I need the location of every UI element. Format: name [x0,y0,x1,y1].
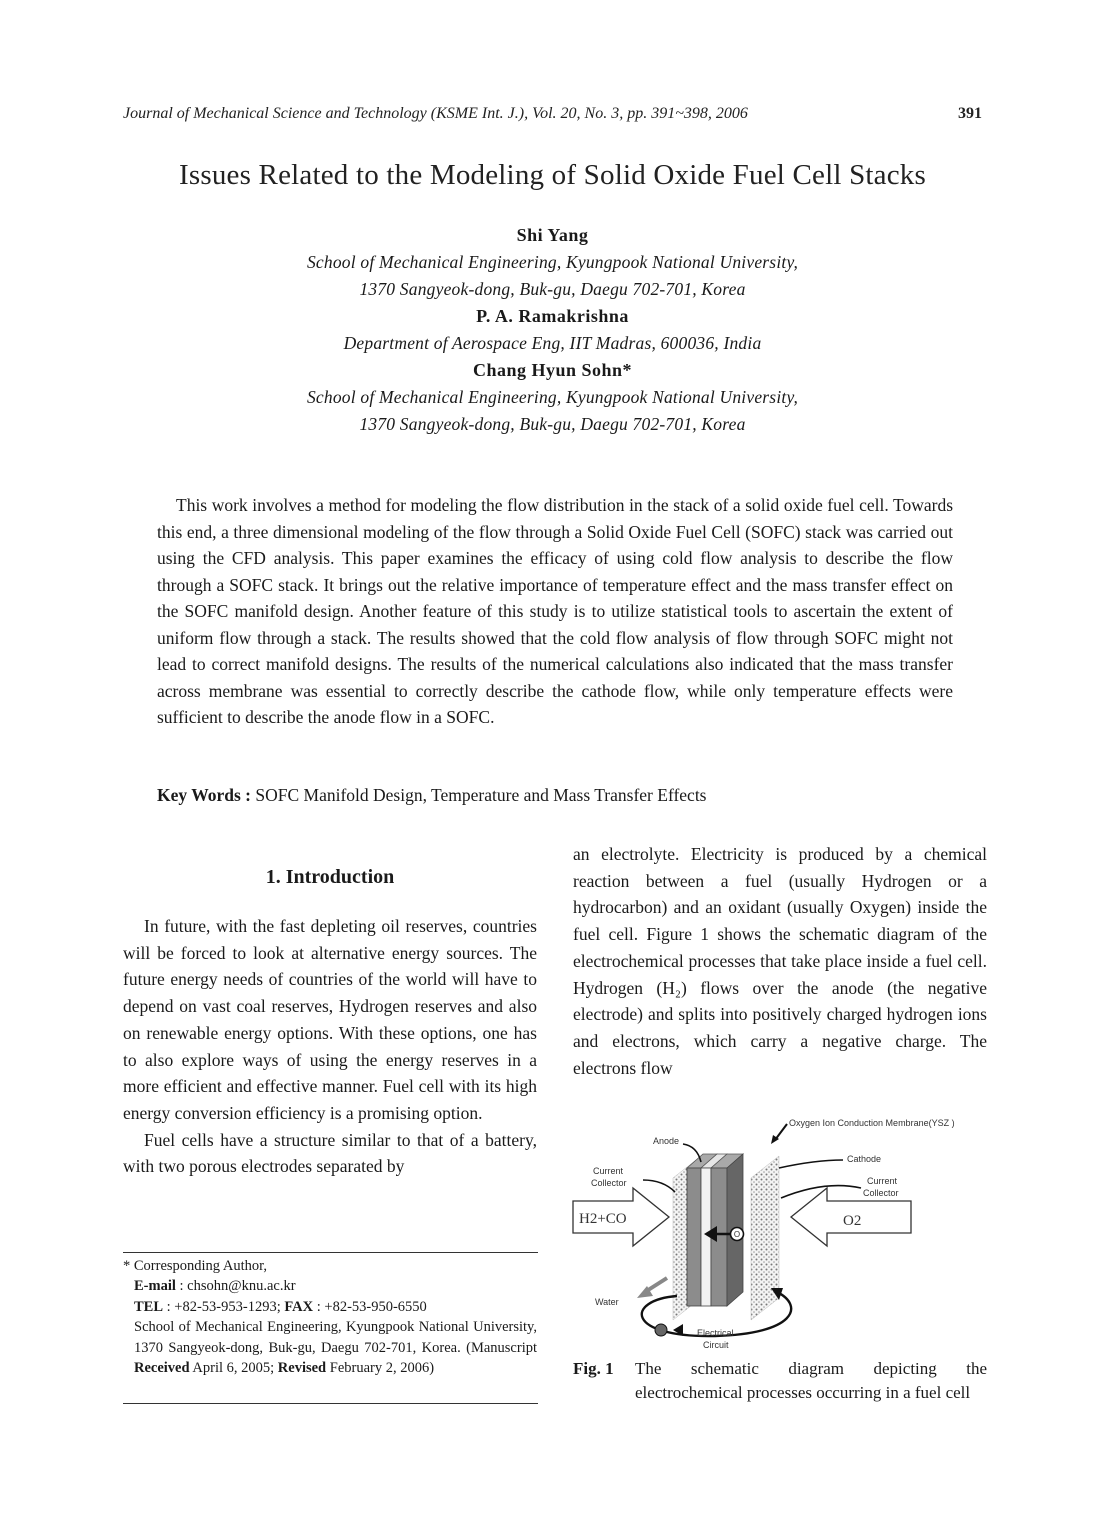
abstract: This work involves a method for modeling the flow distribution in the stack of a solid oxide fuel cell. Towards this end, a three dimensional modeling of the flow through a Solid Oxide Fuel Cell (SOFC) stack was carried out using the CFD analysis. This paper examines the efficacy of using cold flow analysis to describe the flow through a SOFC stack. It brings out the relative importance of temperature effect and the mass transfer effect on the SOFC manifold design. Another feature of this study is to utilize statistical tools to ascertain the extent of uniform flow through a stack. The results showed that the cold flow analysis of flow through SOFC might not lead to correct manifold designs. The results of the numerical calculations also indicated that the mass transfer across membrane was essential to correctly describe the cathode flow, while only temperature effects were sufficient to describe the anode flow in a SOFC. [157,495,953,727]
footnote-divider [123,1252,538,1253]
anode-label: Anode [653,1136,680,1146]
circuit-label: Circuit [703,1340,729,1350]
footnote-address: School of Mechanical Engineering, Kyungpook National University, 1370 Sangyeok-dong, Buk-gu, Daegu 702-701, Korea. (Manuscript Received April 6, 2005; Revised February 2, 2006) [134,1319,537,1377]
current-collector-label: Collector [591,1178,627,1188]
keywords-text: SOFC Manifold Design, Temperature and Mass Transfer Effects [251,785,707,805]
keywords-label: Key Words : [157,785,251,805]
electron-icon [655,1324,667,1336]
intro-paragraph: Fuel cells have a structure similar to that of a battery, with two porous electrodes separated by [123,1129,537,1177]
current-collector-label: Current [867,1176,898,1186]
right-column [573,841,987,1081]
fuel-label: H2+CO [579,1211,627,1227]
intro-paragraph: In future, with the fast depleting oil reserves, countries will be forced to look at alternative energy sources. The future energy needs of countries of the world will have to depend on vast coal reserves, Hydrogen reserves and also on renewable energy options. With these options, one has to also explore ways of using the energy reserves in a more efficient and effective manner. Fuel cell with its high energy conversion efficiency is a promising option. [123,916,537,1123]
footnote-email: E-mail : chsohn@knu.ac.kr [134,1278,296,1295]
current-collector-label: Current [593,1166,624,1176]
cathode-label: Cathode [847,1154,882,1164]
author-affiliation: Department of Aerospace Eng, IIT Madras, 600036, India [343,333,762,353]
author-block [0,222,1105,438]
oxygen-label: O2 [843,1213,862,1229]
footnote-phone: TEL : +82-53-953-1293; FAX : +82-53-950-6550 [134,1298,427,1315]
author-affiliation: 1370 Sangyeok-dong, Buk-gu, Daegu 702-701, Korea [359,279,746,299]
footnote-bottom-divider [123,1403,538,1404]
author-name: Chang Hyun Sohn* [472,360,633,380]
journal-citation: Journal of Mechanical Science and Technology (KSME Int. J.), Vol. 20, No. 3, pp. 391~398, 2006 [123,105,748,122]
keywords [157,785,707,806]
author-affiliation: School of Mechanical Engineering, Kyungpook National University, [306,252,799,272]
svg-text:O: O [733,1230,741,1239]
author-affiliation: School of Mechanical Engineering, Kyungpook National University, [306,387,799,407]
author-name: P. A. Ramakrishna [476,306,629,326]
water-label: Water [595,1297,619,1307]
intro-paragraph-continued: an electrolyte. Electricity is produced by a chemical reaction between a fuel (usually Hydrogen or a hydrocarbon) and an oxidant (usually Oxygen) inside the fuel cell. Figure 1 shows the schematic diagram of the electrochemical processes that take place inside a fuel cell. Hydrogen (H₂) flows over the anode (the negative electrode) and splits into positively charged hydrogen ions and electrons, which carry a negative charge. The electrons flow [573,844,987,1078]
author-name: Shi Yang [516,225,589,245]
cathode-porous-layer [751,1156,779,1320]
footnote [123,1256,537,1378]
anode-layer [687,1168,701,1306]
footnote-corresponding: * Corresponding Author, [123,1258,268,1274]
page-number: 391 [958,105,982,122]
circuit-label: Electrical [697,1328,734,1338]
paper-title: Issues Related to the Modeling of Solid Oxide Fuel Cell Stacks [179,159,926,191]
membrane-label: Oxygen Ion Conduction Membrane(YSZ ) [789,1118,955,1128]
left-column [123,863,537,1180]
figure-caption-text: The schematic diagram depicting the electrochemical processes occurring in a fuel cell [635,1359,987,1402]
fuel-cell-schematic [565,1108,995,1356]
section-heading: 1. Introduction [265,866,395,888]
author-affiliation: 1370 Sangyeok-dong, Buk-gu, Daegu 702-701, Korea [359,414,746,434]
figure-label: Fig. 1 [573,1359,614,1378]
current-collector-label: Collector [863,1188,899,1198]
